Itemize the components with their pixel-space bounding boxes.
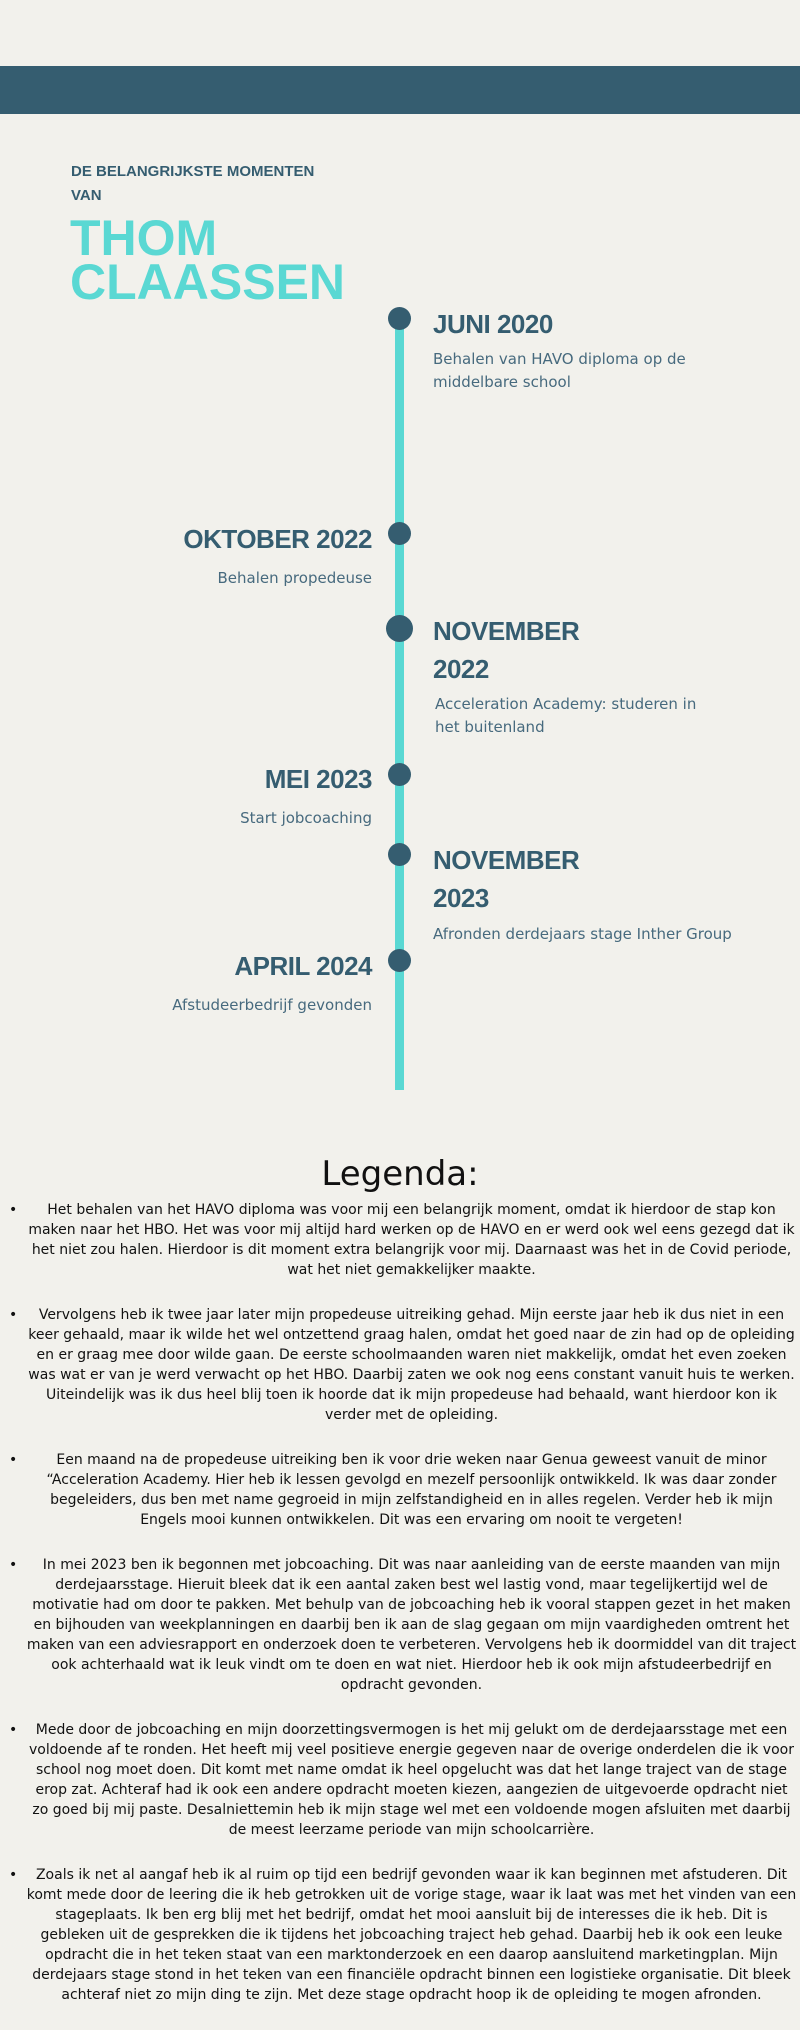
list-item: [0, 1865, 800, 2005]
bullet-icon: •: [9, 1202, 18, 1218]
timeline-description: Behalen propedeuse: [217, 569, 372, 587]
legend-title: Legenda:: [321, 1154, 479, 1194]
timeline-description: Acceleration Academy: studeren in het buitenland: [435, 695, 697, 736]
legend-text: Mede door de jobcoaching en mijn doorzettingsvermogen is het mij gelukt om de derdejaarsstage met een voldoende af te ronden. Het heeft mij veel positieve energie gegeven naar de overige onderdelen die ik voor school nog moet doen. Dit komt met name omdat ik heel opgelucht was dat het lange traject van de stage erop zat. Achteraf had ik ook een andere opdracht moeten kiezen, aangezien de uitgevoerde opdracht niet zo goed bij mij paste. Desalniettemin heb ik mijn stage wel met een voldoende mogen afsluiten met daarbij de meest leerzame periode van mijn schoolcarrière.: [29, 1722, 794, 1838]
timeline-date: JUNI 2020: [433, 309, 553, 339]
timeline-date: NOVEMBER 2023: [433, 845, 580, 913]
timeline-dot: [388, 522, 411, 545]
timeline-description: Start jobcoaching: [240, 809, 372, 827]
list-item: [0, 1305, 800, 1425]
list-item: [0, 1450, 800, 1530]
list-item: [0, 1200, 800, 1280]
timeline-date: MEI 2023: [264, 764, 372, 794]
list-item: [0, 1555, 800, 1695]
bullet-icon: •: [9, 1867, 18, 1883]
legend-text: Een maand na de propedeuse uitreiking ben ik voor drie weken naar Genua geweest vanuit de minor “Acceleration Academy. Hier heb ik lessen gevolgd en mezelf persoonlijk ontwikkeld. Ik was daar zonder begeleiders, dus ben met name gegroeid in mijn zelfstandigheid en in alles regelen. Verder heb ik mijn Engels mooi kunnen ontwikkelen. Dit was een ervaring om nooit te vergeten!: [46, 1452, 777, 1528]
legend-text: Zoals ik net al aangaf heb ik al ruim op tijd een bedrijf gevonden waar ik kan beginnen met afstuderen. Dit komt mede door de leering die ik heb getrokken uit de vorige stage, waar ik laat was met het vinden van een stageplaats. Ik ben erg blij met het bedrijf, omdat het mooi aansluit bij de interesses die ik heb. Dit is gebleken uit de gesprekken die ik tijdens het jobcoaching traject heb gehad. Daarbij heb ik ook een leuke opdracht die in het teken staat van een marktonderzoek en een daarop aansluitend marketingplan. Mijn derdejaars stage stond in het teken van een financiële opdracht binnen een logistieke organisatie. Dit bleek achteraf niet zo mijn ding te zijn. Met deze stage opdracht hoop ik de opleiding te mogen afronden.: [26, 1867, 797, 2003]
list-item: [0, 1720, 800, 1840]
timeline-dot: [388, 949, 411, 972]
timeline-date: APRIL 2024: [234, 951, 372, 981]
legend-text: Vervolgens heb ik twee jaar later mijn propedeuse uitreiking gehad. Mijn eerste jaar heb ik dus niet in een keer gehaald, maar ik wilde het wel ontzettend graag halen, omdat het goed naar de zin had op de opleiding en er graag mee door wilde gaan. De eerste schoolmaanden waren niet makkelijk, omdat het even zoeken was wat er van je werd verwacht op het HBO. Daarbij zaten we ook nog eens constant vanuit huis te werken. Uiteindelijk was ik dus heel blij toen ik hoorde dat ik mijn propedeuse had behaald, want hierdoor kon ik verder met de opleiding.: [28, 1307, 795, 1423]
timeline-date: NOVEMBER 2022: [433, 616, 580, 684]
legend-text: In mei 2023 ben ik begonnen met jobcoaching. Dit was naar aanleiding van de eerste maanden van mijn derdejaarsstage. Hieruit bleek dat ik een aantal zaken best wel lastig vond, maar tegelijkertijd wel de motivatie had om door te pakken. Met behulp van de jobcoaching heb ik vooral stappen gezet in het maken en bijhouden van weekplanningen en daarbij ben ik aan de slag gegaan om mijn vaardigheden omtrent het maken van een adviesrapport en onderzoek doen te verbeteren. Vervolgens heb ik doormiddel van dit traject ook achterhaald wat ik leuk vindt om te doen en wat niet. Hierdoor heb ik ook mijn afstudeerbedrijf en opdracht gevonden.: [26, 1557, 797, 1693]
timeline-dot: [386, 615, 413, 642]
bullet-icon: •: [9, 1557, 18, 1573]
timeline-axis: [395, 318, 404, 1090]
timeline-dot: [388, 307, 411, 330]
bullet-icon: •: [9, 1307, 18, 1323]
timeline-date: OKTOBER 2022: [183, 524, 372, 554]
bullet-icon: •: [9, 1452, 18, 1468]
timeline-description: Behalen van HAVO diploma op de middelbare school: [433, 350, 686, 391]
page-subtitle: DE BELANGRIJKSTE MOMENTEN VAN: [71, 163, 315, 204]
bullet-icon: •: [9, 1722, 18, 1738]
timeline-description: Afronden derdejaars stage Inther Group: [433, 925, 732, 943]
timeline-description: Afstudeerbedrijf gevonden: [172, 996, 372, 1014]
legend-text: Het behalen van het HAVO diploma was voor mij een belangrijk moment, omdat ik hierdoor de stap kon maken naar het HBO. Het was voor mij altijd hard werken op de HAVO en er werd ook wel eens gezegd dat ik het niet zou halen. Hierdoor is dit moment extra belangrijk voor mij. Daarnaast was het in de Covid periode, wat het niet gemakkelijker maakte.: [28, 1202, 795, 1278]
timeline-dot: [388, 763, 411, 786]
page-title: THOM CLAASSEN: [70, 210, 346, 310]
timeline-dot: [388, 843, 411, 866]
header-banner: [0, 66, 800, 114]
legend-list: [0, 1200, 800, 2030]
